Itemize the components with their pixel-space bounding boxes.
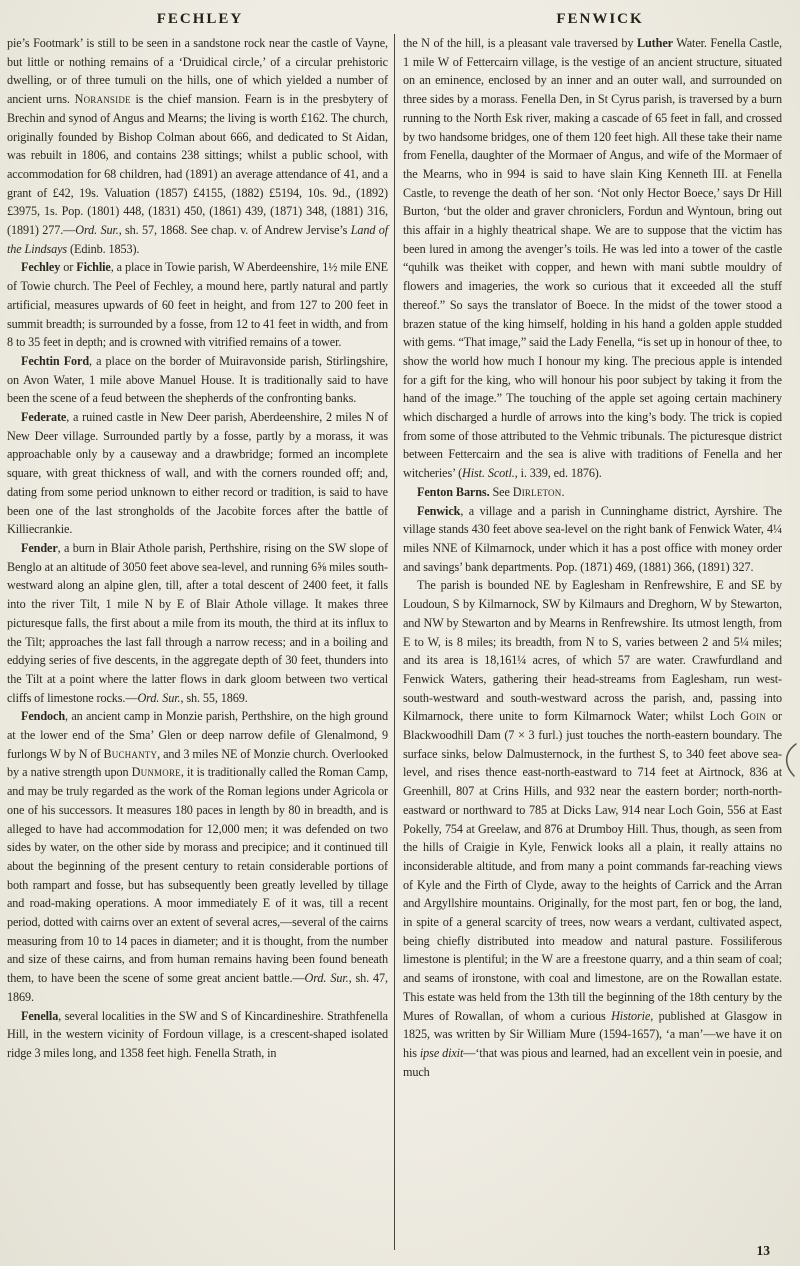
entry-paragraph	[7, 352, 388, 408]
body-text: —‘that was pious and learned, had an excellent vein in poesie, and much	[403, 1045, 782, 1079]
ink-mark	[781, 742, 799, 778]
cross-reference: Dirleton	[512, 484, 562, 499]
entry-name: Fendoch	[21, 709, 65, 724]
left-column	[7, 34, 394, 1250]
entry-paragraph	[403, 483, 782, 502]
entry-name: Fenella	[21, 1008, 59, 1023]
entry-paragraph	[7, 707, 388, 1006]
body-text: , sh. 57, 1868. See chap. v. of Andrew Jervise’s	[118, 223, 351, 238]
right-column	[395, 34, 782, 1250]
left-running-head: FECHLEY	[156, 11, 244, 27]
body-text: , several localities in the SW and S of Kincardineshire. Strathfenella Hill, in the western vicinity of Fordoun village, is a crescent-shaped isolated ridge 3 miles long, and 1358 feet high. Fenella Strath, in	[7, 1008, 388, 1060]
body-text: (Edinb. 1853).	[67, 241, 140, 256]
citation-text: Historie	[611, 1008, 651, 1023]
entry-paragraph	[7, 1007, 388, 1063]
body-text: , i. 339, ed. 1876).	[514, 466, 602, 481]
body-text: the N of the hill, is a pleasant vale traversed by	[403, 36, 637, 50]
body-text: The parish is bounded NE by Eaglesham in Renfrewshire, E and SE by Loudoun, S by Kilmarnock, SW by Kilmaurs and Dreghorn, W by Stewarton, and NW by Stewarton and by Mearns in Renfrewshire. Its utmost length, from E to W, is 8 miles; its breadth, from N to S, varies between 2 and 5¼ miles; and its area is 18,161¼ acres, of which 57 are water. Crawfurdland and Fenwick Waters, gathering their head-streams from Eaglesham, run west-south-westward and south-westward across the parish, and, passing into Kilmarnock, there unite to form Kilmarnock Water; whilst Loch	[403, 578, 782, 724]
citation-text: Ord. Sur.	[304, 971, 349, 986]
running-heads	[0, 0, 800, 28]
entry-name: Fenwick	[417, 503, 461, 518]
entry-name: Fechtin Ford	[21, 353, 90, 368]
body-text: , sh. 55, 1869.	[180, 690, 248, 705]
entry-name: Federate	[21, 410, 67, 425]
body-text: , a village and a parish in Cunninghame district, Ayrshire. The village stands 430 feet above sea-level on the right bank of Fenwick Water, 4¼ miles NNE of Kilmarnock, under which it has a post office with money order and savings’ bank departments. Pop. (1871) 469, (1881) 366, (1891) 327.	[403, 503, 782, 574]
citation-text: Land of the Lindsays	[7, 223, 389, 256]
right-running-head: FENWICK	[556, 11, 644, 27]
cross-reference: Goin	[740, 709, 766, 724]
entry-paragraph	[7, 539, 388, 707]
gazetteer-page	[0, 28, 800, 1250]
body-text: , a place on the border of Muiravonside parish, Stirlingshire, on Avon Water, 1 mile above Manuel House. It is traditionally said to have been the scene of a feud between the shepherds of the confronting banks.	[7, 353, 388, 406]
cross-reference: Buchanty	[103, 746, 158, 761]
body-text: , a ruined castle in New Deer parish, Aberdeenshire, 2 miles N of New Deer village. Surrounded partly by a fosse, partly by a morass, it was approachable only by a causeway and a drawbridge; formed an incomplete square, with great thickness of wall, and with the corners rounded off; and, dating from some period unknown to either record or tradition, is said to have been one of the last strongholds of the Jacobite forces after the battle of Killiecrankie.	[7, 410, 388, 537]
citation-text: Ord. Sur.	[75, 223, 119, 238]
entry-paragraph	[403, 576, 782, 1081]
body-text: , and 3 miles NE of Monzie church. Overlooked by a native strength upon	[7, 746, 388, 780]
entry-name: Fichlie	[76, 260, 111, 275]
body-text: , published at Glasgow in 1825, was written by Sir William Mure (1594-1657), ‘a man’—we have it on his	[403, 1008, 782, 1060]
entry-paragraph	[403, 34, 782, 483]
body-text: or Blackwoodhill Dam (7 × 3 furl.) just touches the north-eastern boundary. The surface sinks, below Dalmusternock, in the furthest S, to 340 feet above sea-level, and rises thence east-north-eastward to 714 feet at Airtnock, 836 at Greenhill, 807 at Crins Hills, and 932 near the eastern border; north-north-eastward or northward to 785 at Dicks Law, 914 near Loch Goin, 556 at East Pokelly, 754 at Greelaw, and 876 at Drumboy Hill. Thus, though, as seen from the hills of Craigie in Kyle, Fenwick looks all a plain, it really attains no inconsiderable altitude, and from many a point commands far-reaching views of Kyle and the Firth of Clyde, away to the heights of Carrick and the Arran and Argyllshire mountains. Originally, for the most part, fen or bog, the land, in spite of a general scarcity of trees, now wears a verdant, cultivated aspect, being chiefly distributed into meadow and natural pasture. Fossiliferous limestone is plentiful; in the W are a freestone quarry, and a thin seam of coal; and seams of ironstone, with coal and limestone, are on the Rowallan estate. This estate was held from the 13th till the beginning of the 18th century by the Mures of Rowallan, of whom a curious	[403, 709, 782, 1023]
citation-text: Ord. Sur.	[137, 690, 181, 705]
body-text: , a place in Towie parish, W Aberdeenshire, 1½ mile ENE of Towie church. The Peel of Fechley, a mound here, partly natural and partly artificial, measures upwards of 60 feet in height, and from 127 to 200 feet in summit breadth; is surrounded by a fosse, from 12 to 41 feet in width, and from 8 to 35 feet in depth; and is crowned with vitrified remains of a tower.	[7, 260, 388, 350]
page-number: 13	[756, 1243, 770, 1258]
body-text: See	[489, 484, 513, 499]
body-text: , a burn in Blair Athole parish, Perthshire, rising on the SW slope of Benglo at an altitude of 3050 feet above sea-level, and running 6⅝ miles south-westward along an alpine glen, till, after a total descent of 2400 feet, it falls into the river Tilt, 1 mile N by E of Blair Athole village. It makes three picturesque falls, the first about a mile from its mouth, the third at its influx to the Tilt; approaches the last fall through a narrow recess; and in a boiling and eddying series of five descents, in the aggregate depth of 30 feet, thunders into the Tilt at a point where the latter flows in dark gloom between two vertical cliffs of limestone rocks.—	[7, 540, 388, 705]
entry-name: Fechley	[21, 260, 61, 275]
entry-name: Fender	[21, 540, 58, 555]
entry-paragraph	[7, 408, 388, 539]
cross-reference: Noranside	[74, 92, 131, 107]
body-text: , an ancient camp in Monzie parish, Perthshire, on the high ground at the lower end of the Sma’ Glen or deep narrow defile of Glenalmond, 9 furlongs W by N of	[7, 709, 388, 761]
entry-paragraph	[7, 34, 388, 258]
body-text: pie’s Footmark’ is still to be seen in a sandstone rock near the castle of Vayne, but little or nothing remains of a ‘Druidical circle,’ of a circular prehistoric dwelling, or of three tumuli on the hills, one of which yielded a number of ancient urns.	[7, 36, 388, 107]
entry-paragraph	[7, 258, 388, 352]
entry-paragraph	[403, 502, 782, 577]
citation-text: Hist. Scotl.	[462, 466, 515, 481]
citation-text: ipse dixit	[419, 1045, 464, 1060]
cross-reference: Dunmore	[131, 765, 181, 780]
body-text: or	[60, 260, 77, 275]
body-text: , it is traditionally called the Roman Camp, and may be truly regarded as the work of the Roman legions under Agricola or one of his successors. It measures 180 paces in length by 80 in breadth, and is alleged to have had accommodation for 12,000 men; it was defended on two sides by water, on the other side by morass and precipice; and it continued till about the beginning of the present century to retain considerable portions of both rampart and fosse, but has subsequently been greatly levelled by tillage and road-making operations. A moor immediately E of it was, till a recent period, dotted with cairns over an extent of several acres,—several of the cairns measuring from 10 to 14 paces in diameter; and it is thought, from the number and size of these cairns, and from human remains having been found beneath them, to have been the scene of some great ancient battle.—	[7, 765, 389, 986]
body-text: is the chief mansion. Fearn is in the presbytery of Brechin and synod of Angus and Mearns; the living is worth £162. The church, originally founded by Bishop Colman about 666, and dedicated to St Aidan, was rebuilt in 1806, and contains 238 sittings; whilst a public school, with accommodation for 68 children, had (1891) an average attendance of 41, and a grant of £42, 19s. Valuation (1857) £4155, (1882) £5194, 10s. 9d., (1892) £3975, 1s. Pop. (1801) 448, (1831) 450, (1861) 439, (1871) 348, (1881) 316, (1891) 277.—	[7, 92, 388, 238]
entry-name: Luther	[636, 36, 673, 50]
entry-name: Fenton Barns.	[417, 484, 490, 499]
body-text: , sh. 47, 1869.	[7, 971, 388, 1004]
body-text: Water. Fenella Castle, 1 mile W of Fettercairn village, is the vestige of an ancient structure, situated on an eminence, enclosed by an inner and an outer wall, and surrounded on three sides by a morass. Fenella Den, in St Cyrus parish, is traversed by a burn running to the North Esk river, making a cascade of 65 feet in fall, and crossed by two handsome bridges, one of them 120 feet high. All these take their name from Fenella, daughter of the Mormaer of Angus, and wife of the Mormaer of the Mearns, who in 994 is said to have slain King Kenneth III. at Fenella Castle, to revenge the death of her son. ‘Not only Hector Boece,’ says Dr Hill Burton, ‘but the older and graver chroniclers, Fordun and Wyntoun, bring out this affair in a highly theatrical shape. We are to suppose that the victim has been lured in among the avenger’s toils. He was led into a tower of the castle “quhilk was theiket with copper, and hewn with mani subtle mouldry of flowers and imageries, the work so curious that it exceeded all the stuff thereof.” So says the translator of Boece. In the midst of the tower stood a brazen statue of the king himself, holding in his hand a golden apple studded with gems. “That image,” said the Lady Fenella, “is set up in honour of thee, to show the world how much I honour my king. The precious apple is intended for a gift for the king, who will honour his poor subject by taking it from the hand of the image.” The touching of the apple set agoing certain machinery which discharged a hurdle of arrows into the king’s body. The trick is copied from some of those attributed to the Vehmic tribunals. The picturesque district between Fettercairn and the sea is alive with traditions of Fenella and her witcheries’ (	[403, 36, 782, 481]
body-text: .	[561, 484, 565, 499]
